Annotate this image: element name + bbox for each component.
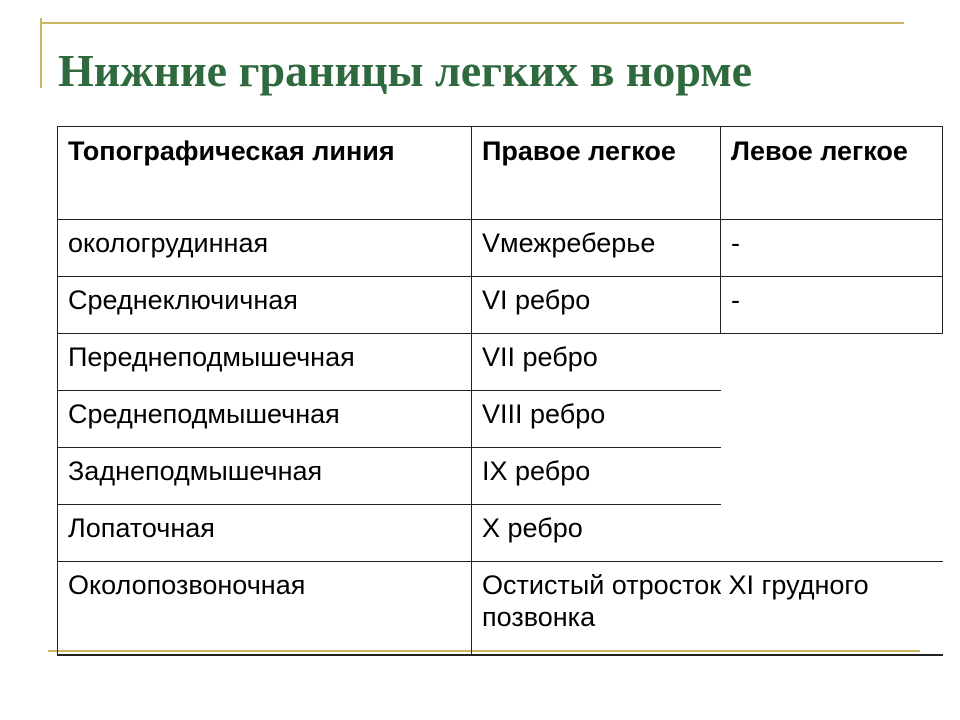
cell-left-lung [721,391,943,448]
cell-left-lung: - [721,277,943,334]
cell-line: Заднеподмышечная [58,448,472,505]
table-row [58,220,943,277]
cell-line: Переднеподмышечная [58,334,472,391]
lung-borders-table [57,126,943,656]
table-row [58,562,943,656]
table-header-row [58,127,943,220]
cell-right-lung: Остистый отросток XI грудного позвонка [472,562,943,656]
table-row [58,391,943,448]
accent-line-top [40,22,904,24]
cell-right-lung: VIII ребро [472,391,721,448]
cell-right-lung: IX ребро [472,448,721,505]
header-cell-right-lung: Правое легкое [472,127,721,220]
table-row [58,505,943,562]
cell-left-lung [721,334,943,391]
accent-line-left [40,18,42,88]
cell-left-lung [721,448,943,505]
header-cell-line: Топографическая линия [58,127,472,220]
cell-right-lung: VII ребро [472,334,721,391]
cell-right-lung: X ребро [472,505,721,562]
cell-left-lung [721,505,943,562]
table-row [58,334,943,391]
header-cell-left-lung: Левое легкое [721,127,943,220]
cell-left-lung: - [721,220,943,277]
cell-right-lung: Vмежреберье [472,220,721,277]
cell-line: Околопозвоночная [58,562,472,656]
cell-line: Среднеключичная [58,277,472,334]
cell-line: Среднеподмышечная [58,391,472,448]
table-row [58,277,943,334]
slide-title: Нижние границы легких в норме [58,45,753,96]
cell-line: окологрудинная [58,220,472,277]
cell-right-lung: VI ребро [472,277,721,334]
table-row [58,448,943,505]
cell-line: Лопаточная [58,505,472,562]
